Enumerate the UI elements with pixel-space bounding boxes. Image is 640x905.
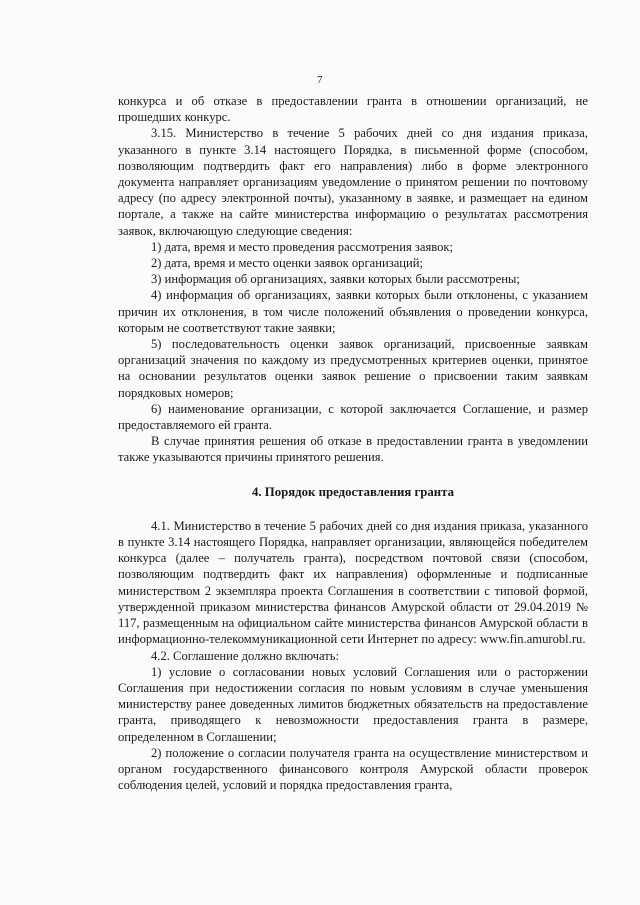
document-body xyxy=(118,93,588,793)
paragraph: 4.1. Министерство в течение 5 рабочих дней со дня издания приказа, указанного в пункте 3.14 настоящего Порядка, направляет организации, являющейся победителем конкурса (далее – получатель гранта), посредством почтовой связи (способом, позволяющим подтвердить факт их направления) оформленные и подписанные министерством 2 экземпляра проекта Соглашения в соответствии с типовой формой, утвержденной приказом министерства финансов Амурской области от 29.04.2019 № 117, размещенным на официальном сайте министерства финансов Амурской области в информационно-телекоммуникационной сети Интернет по адресу: www.fin.amurobl.ru. xyxy=(118,518,588,647)
list-item: 1) условие о согласовании новых условий Соглашения или о расторжении Соглашения при недостижении согласия по новым условиям в случае уменьшения министерству ранее доведенных лимитов бюджетных обязательств на предоставление гранта, приводящего к невозможности предоставления гранта в размере, определенном в Соглашении; xyxy=(118,664,588,744)
paragraph: 4.2. Соглашение должно включать: xyxy=(151,648,339,663)
paragraph: В случае принятия решения об отказе в предоставлении гранта в уведомлении также указываются причины принятого решения. xyxy=(118,434,588,465)
list-item: 1) дата, время и место проведения рассмотрения заявок; xyxy=(151,239,454,254)
list-item: 2) дата, время и место оценки заявок организаций; xyxy=(151,256,423,271)
list-item: 4) информация об организациях, заявки которых были отклонены, с указанием причин их отклонения, в том числе положений объявления о проведении конкурса, которым не соответствуют такие заявки; xyxy=(118,288,588,335)
list-item: 2) положение о согласии получателя гранта на осуществление министерством и органом государственного финансового контроля Амурской области проверок соблюдения целей, условий и порядка предоставления гранта, xyxy=(118,745,588,793)
list-item: 3) информация об организациях, заявки которых были рассмотрены; xyxy=(151,272,520,287)
paragraph: конкурса и об отказе в предоставлении гранта в отношении организаций, не прошедших конкурс. xyxy=(118,94,588,125)
section-heading: 4. Порядок предоставления гранта xyxy=(251,484,455,499)
list-item: 5) последовательность оценки заявок организаций, присвоенные заявкам организаций значения по каждому из предусмотренных критериев оценки, принятое на основании результатов оценки заявок решение о присвоении таким заявкам порядковых номеров; xyxy=(118,337,588,400)
page-number: 7 xyxy=(317,74,323,86)
paragraph: 3.15. Министерство в течение 5 рабочих дней со дня издания приказа, указанного в пункте 3.14 настоящего Порядка, в письменной форме (способом, позволяющим подтвердить факт его направления) либо в форме электронного документа направляет организациям уведомление о принятом решении по почтовому адресу (по адресу электронной почты), указанному в заявке, и размещает на едином портале, а также на сайте министерства информацию о результатах рассмотрения заявок, включающую следующие сведения: xyxy=(118,126,588,238)
list-item: 6) наименование организации, с которой заключается Соглашение, и размер предоставляемого ей гранта. xyxy=(118,401,588,433)
